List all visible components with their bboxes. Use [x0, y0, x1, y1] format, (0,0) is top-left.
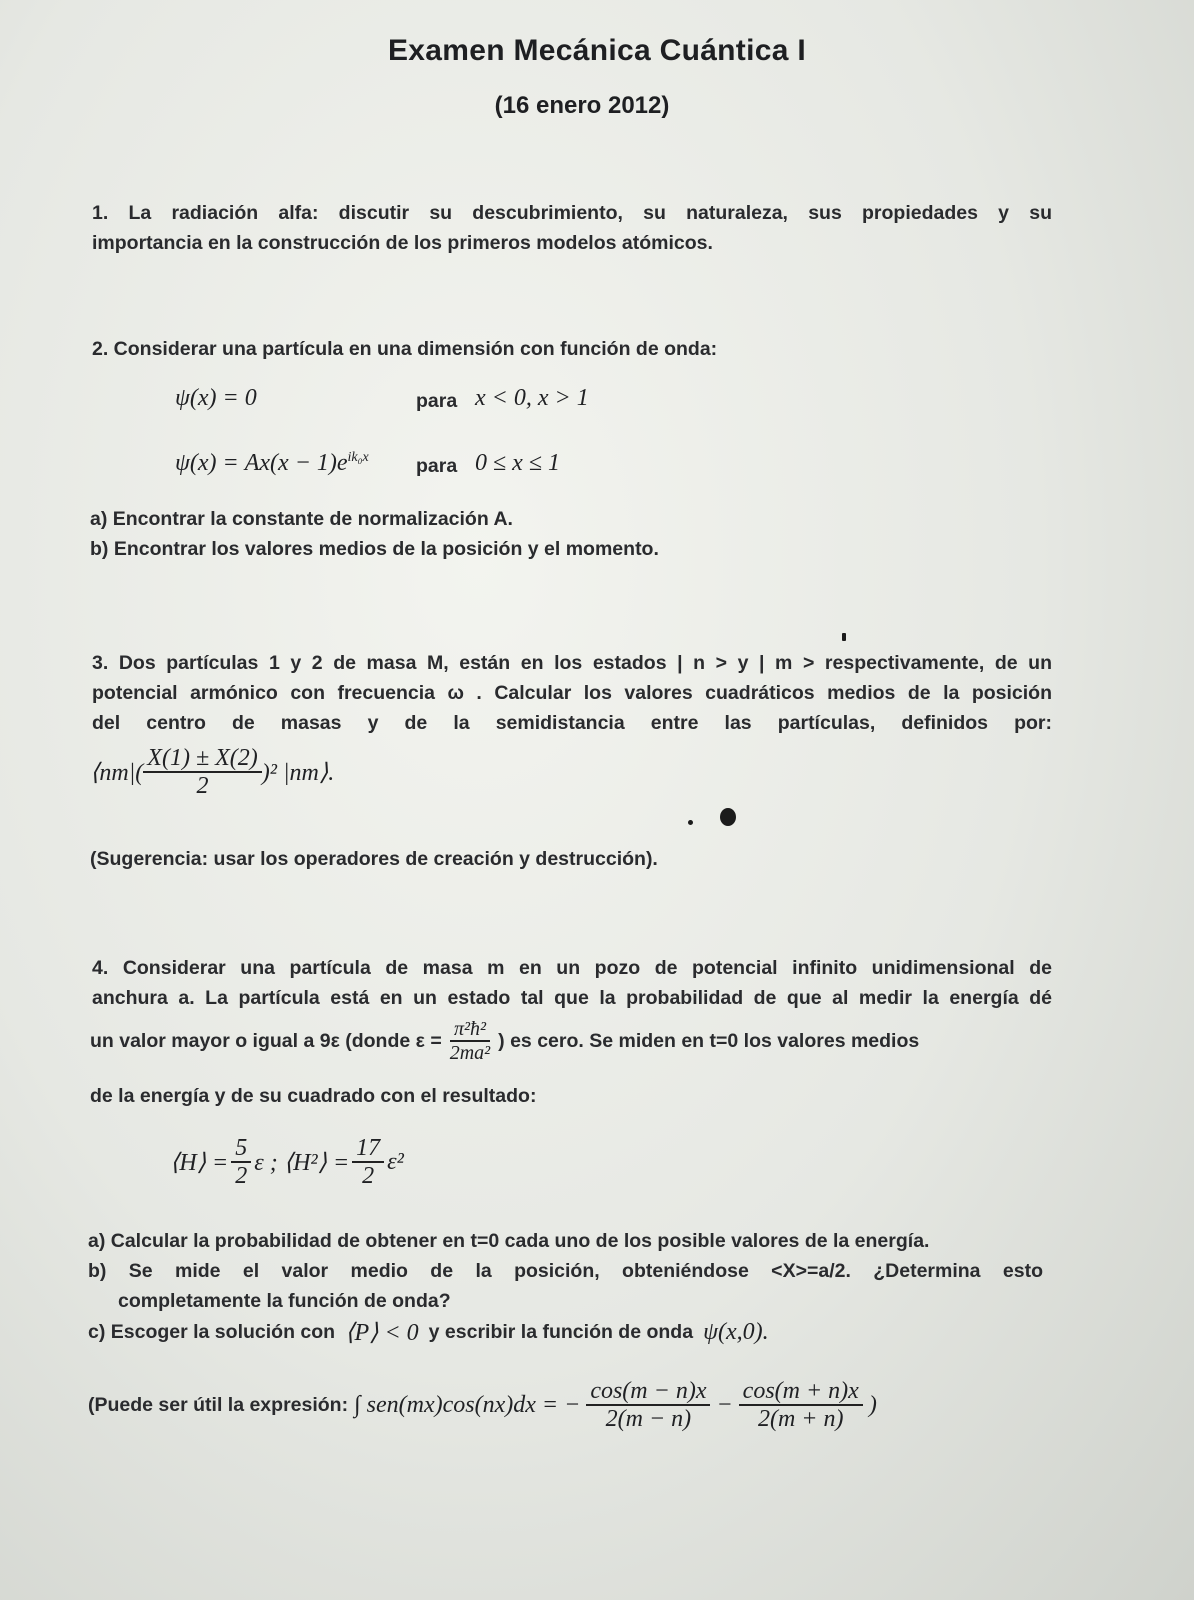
wavefunction-eq-1: ψ(x) = 0: [175, 385, 257, 411]
hint-minus: −: [716, 1391, 733, 1418]
hint-fraction-1: [586, 1378, 710, 1433]
question-4-line-3: [90, 1018, 919, 1064]
exam-title: Examen Mecánica Cuántica I: [388, 34, 806, 67]
h-fraction: [231, 1135, 251, 1190]
epsilon-denominator: 2ma²: [449, 1042, 491, 1064]
question-3-line-2: potencial armónico con frecuencia ω . Calcular los valores cuadráticos medios de la posición: [92, 682, 1052, 704]
formula-numerator: X(1) ± X(2): [143, 745, 261, 773]
h-left: ⟨H⟩ =: [170, 1149, 229, 1176]
question-4c-momentum: ⟨P⟩ < 0: [345, 1320, 419, 1346]
hint-numerator-2: cos(m + n)x: [739, 1378, 863, 1406]
formula-denominator: 2: [196, 773, 209, 800]
question-4-line-1: 4. Considerar una partícula de masa m en un pozo de potencial infinito unidimensional de: [92, 957, 1052, 979]
h2-fraction: [352, 1135, 384, 1190]
question-4c-text: c) Escoger la solución con: [88, 1321, 336, 1343]
h-numerator: 5: [231, 1135, 251, 1163]
hint-fraction-2: [739, 1378, 863, 1433]
h2-numerator: 17: [352, 1135, 384, 1163]
question-4-hint: [88, 1378, 877, 1433]
question-3-line-3: del centro de masas y de la semidistancia entre las partículas, definidos por:: [92, 712, 1052, 734]
formula-right: )² |nm⟩.: [261, 759, 335, 786]
hint-denominator-2: 2(m + n): [757, 1406, 844, 1433]
h2-denominator: 2: [362, 1163, 375, 1190]
ink-speck: [720, 808, 736, 826]
h-right: ε²: [387, 1148, 404, 1175]
question-2-intro: 2. Considerar una partícula en una dimensión con función de onda:: [92, 338, 718, 360]
wavefunction-eq-2-exponent: ik₀x: [347, 450, 369, 465]
question-2a: a) Encontrar la constante de normalización A.: [90, 508, 513, 530]
wavefunction-eq-2: [175, 450, 369, 477]
question-2b: b) Encontrar los valores medios de la posición y el momento.: [90, 538, 659, 560]
hint-close: ): [868, 1391, 877, 1418]
line-3-start: un valor mayor o igual a 9ε (donde ε =: [90, 1029, 442, 1052]
wavefunction-cond-1: x < 0, x > 1: [475, 385, 589, 411]
wavefunction-cond-2-label: para: [416, 455, 458, 477]
h-mid: ε ; ⟨H²⟩ =: [254, 1149, 350, 1176]
question-3-formula: [90, 745, 334, 800]
hint-denominator-1: 2(m − n): [605, 1406, 692, 1433]
formula-left: ⟨nm|(: [90, 759, 144, 786]
question-4c-text-2: y escribir la función de onda: [428, 1321, 694, 1343]
epsilon-fraction: [446, 1018, 494, 1064]
h-denominator: 2: [235, 1163, 248, 1190]
energy-expectation-eq: [170, 1135, 404, 1190]
wavefunction-cond-1-label: para: [416, 390, 458, 412]
question-4b-line-1: b) Se mide el valor medio de la posición, obteniéndose <X>=a/2. ¿Determina esto: [88, 1260, 1043, 1282]
question-4a: a) Calcular la probabilidad de obtener en t=0 cada uno de los posible valores de la energía.: [88, 1230, 930, 1252]
epsilon-numerator: π²ħ²: [450, 1018, 490, 1042]
wavefunction-cond-2: 0 ≤ x ≤ 1: [475, 450, 560, 476]
hint-integral: ∫ sen(mx)cos(nx)dx = −: [354, 1391, 581, 1418]
question-4b-line-2: completamente la función de onda?: [118, 1290, 451, 1312]
question-4c: [88, 1318, 769, 1347]
hint-numerator-1: cos(m − n)x: [586, 1378, 710, 1406]
formula-fraction: [143, 745, 261, 800]
question-3-line-1: 3. Dos partículas 1 y 2 de masa M, están en los estados | n > y | m > respectivamente, de un: [92, 652, 1052, 674]
line-3-end: ) es cero. Se miden en t=0 los valores medios: [498, 1029, 920, 1052]
ink-speck: [688, 820, 693, 825]
exam-date: (16 enero 2012): [494, 92, 670, 119]
question-3-hint: (Sugerencia: usar los operadores de creación y destrucción).: [90, 848, 658, 870]
ink-speck: [842, 633, 846, 641]
question-1-line-1: 1. La radiación alfa: discutir su descubrimiento, su naturaleza, sus propiedades y su: [92, 202, 1052, 224]
wavefunction-eq-2-base: ψ(x) = Ax(x − 1)e: [175, 450, 348, 476]
question-4-line-2: anchura a. La partícula está en un estado tal que la probabilidad de que al medir la energía dé: [92, 987, 1052, 1009]
question-1-line-2: importancia en la construcción de los primeros modelos atómicos.: [92, 232, 713, 254]
hint-text: (Puede ser útil la expresión:: [88, 1393, 349, 1416]
question-4c-wavefunction: ψ(x,0).: [703, 1319, 769, 1345]
question-4-line-4: de la energía y de su cuadrado con el resultado:: [90, 1085, 537, 1107]
